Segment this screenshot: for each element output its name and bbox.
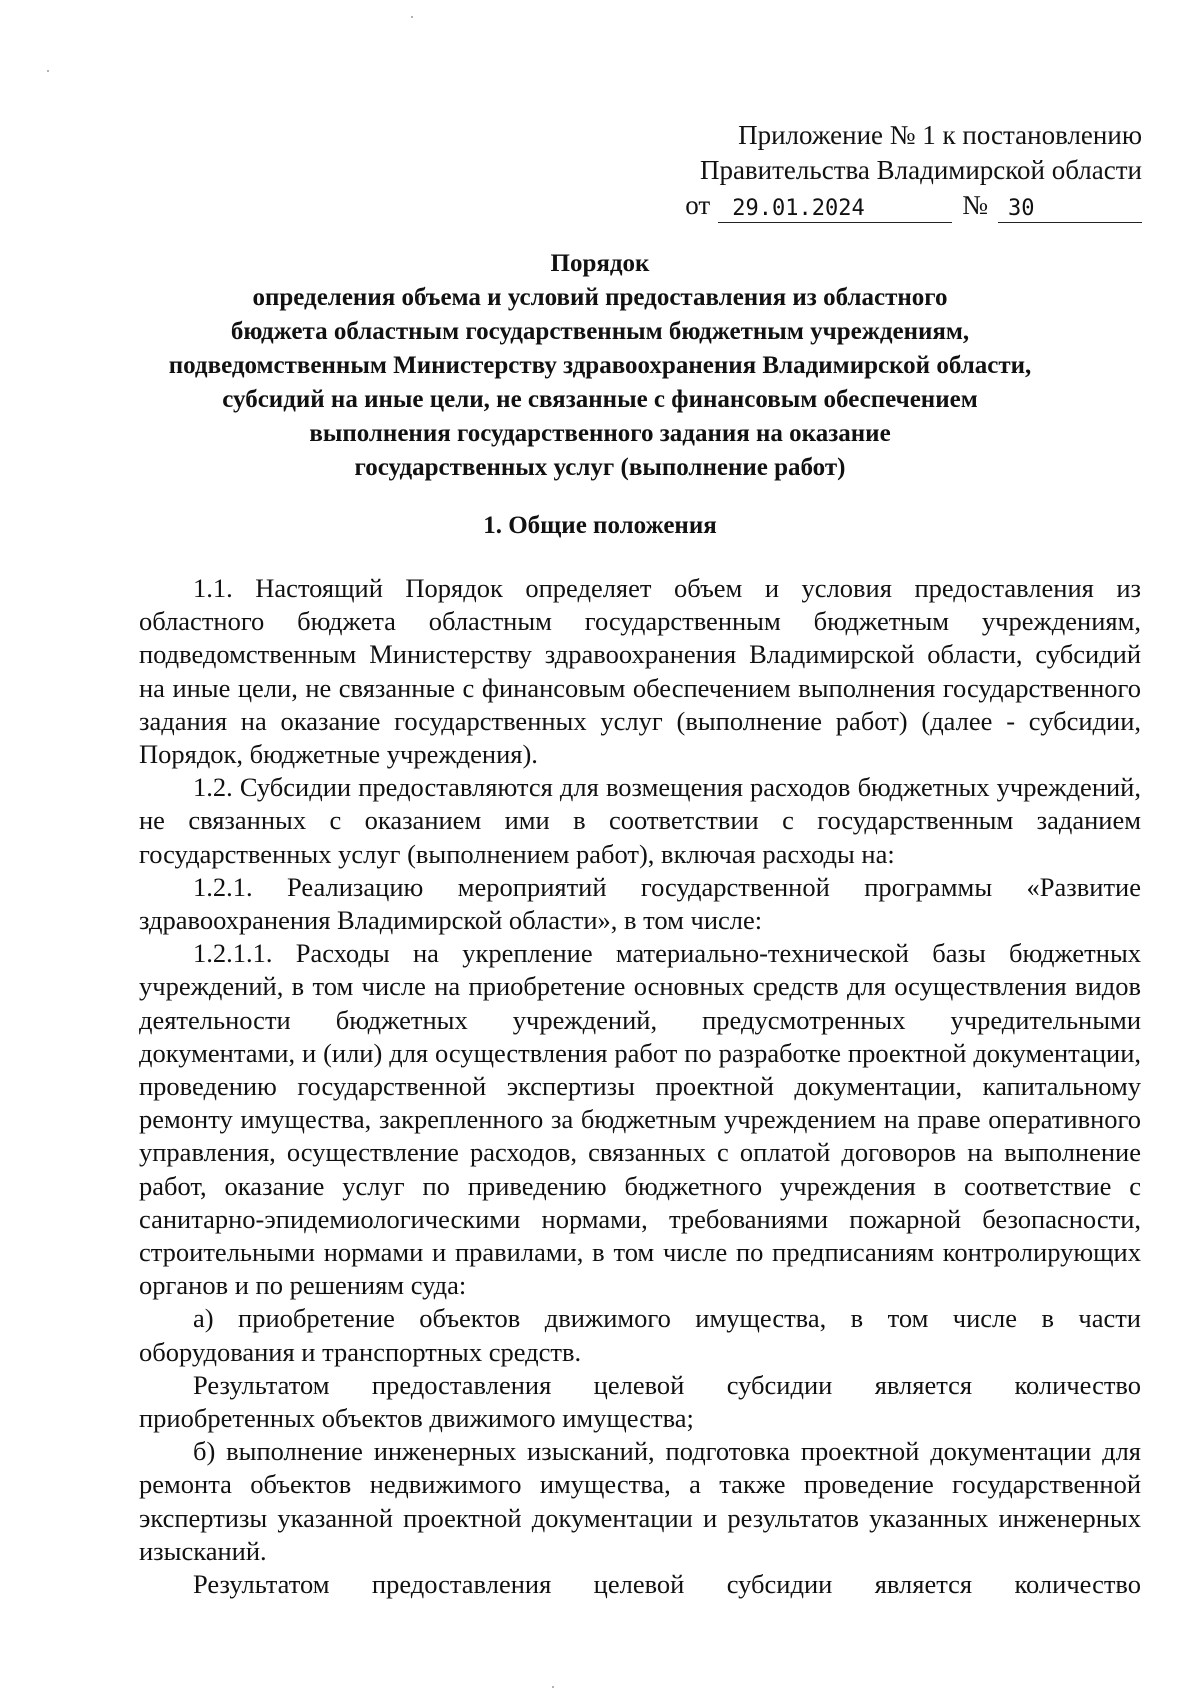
paragraph-result-a: Результатом предоставления целевой субсидии является количество приобретенных объектов движимого имущества; [139, 1369, 1141, 1434]
number-prefix: № [962, 190, 988, 220]
scan-speck [411, 16, 413, 18]
appendix-date-row [622, 188, 1142, 223]
title-line: выполнения государственного задания на оказание [309, 420, 891, 447]
paragraph-1-2: 1.2. Субсидии предоставляются для возмещения расходов бюджетных учреждений, не связанных с оказанием ими в соответствии с государственным заданием государственных услуг (выполнением работ), включая расходы на: [139, 772, 1141, 869]
document-body [139, 572, 1141, 1601]
title-line: определения объема и условий предоставления из областного [252, 284, 948, 311]
paragraph-item-a: а) приобретение объектов движимого имущества, в том числе в части оборудования и транспортных средств. [139, 1303, 1141, 1367]
title-line: государственных услуг (выполнение работ) [354, 454, 846, 481]
date-prefix: от [685, 190, 711, 220]
document-date: 29.01.2024 [718, 196, 952, 223]
scan-speck [47, 70, 49, 72]
paragraph-result-b: Результатом предоставления целевой субсидии является количество [193, 1569, 1141, 1600]
scan-speck [552, 1686, 554, 1688]
paragraph-1-2-1: 1.2.1. Реализацию мероприятий государственной программы «Развитие здравоохранения Владимирской области», в том числе: [139, 871, 1141, 936]
title-line: Порядок [550, 250, 650, 277]
title-line: бюджета областным государственным бюджетным учреждениям, [230, 318, 970, 345]
paragraph-1-1: 1.1. Настоящий Порядок определяет объем и условия предоставления из областного бюджета областным государственным бюджетным учреждениям, подведомственным Министерству здравоохранения Владимирской области, субсидий на иные цели, не связанные с финансовым обеспечением выполнения государственного задания на оказание государственных услуг (выполнение работ) (далее - субсидии, Порядок, бюджетные учреждения). [139, 573, 1141, 770]
paragraph-item-b: б) выполнение инженерных изысканий, подготовка проектной документации для ремонта объектов недвижимого имущества, а также проведение государственной экспертизы указанной проектной документации и результатов указанных инженерных изысканий. [139, 1436, 1141, 1566]
document-number: 30 [998, 196, 1142, 223]
appendix-header [622, 118, 1142, 223]
appendix-line-2: Правительства Владимирской области [699, 155, 1142, 185]
paragraph-1-2-1-1: 1.2.1.1. Расходы на укрепление материально-технической базы бюджетных учреждений, в том числе на приобретение основных средств для осуществления видов деятельности бюджетных учреждений, предусмотренных учредительными документами, и (или) для осуществления работ по разработке проектной документации, проведению государственной экспертизы проектной документации, капитальному ремонту имущества, закрепленного за бюджетным учреждением на праве оперативного управления, осуществление расходов, связанных с оплатой договоров на выполнение работ, оказание услуг по приведению бюджетного учреждения в соответствие с санитарно-эпидемиологическими нормами, требованиями пожарной безопасности, строительными нормами и правилами, в том числе по предписаниям контролирующих органов и по решениям суда: [139, 938, 1141, 1301]
document-title [100, 247, 1100, 485]
title-line: субсидий на иные цели, не связанные с финансовым обеспечением [222, 386, 978, 413]
title-line: подведомственным Министерству здравоохранения Владимирской области, [168, 352, 1032, 379]
appendix-line-1: Приложение № 1 к постановлению [738, 120, 1142, 150]
section-heading: 1. Общие положения [483, 512, 717, 539]
